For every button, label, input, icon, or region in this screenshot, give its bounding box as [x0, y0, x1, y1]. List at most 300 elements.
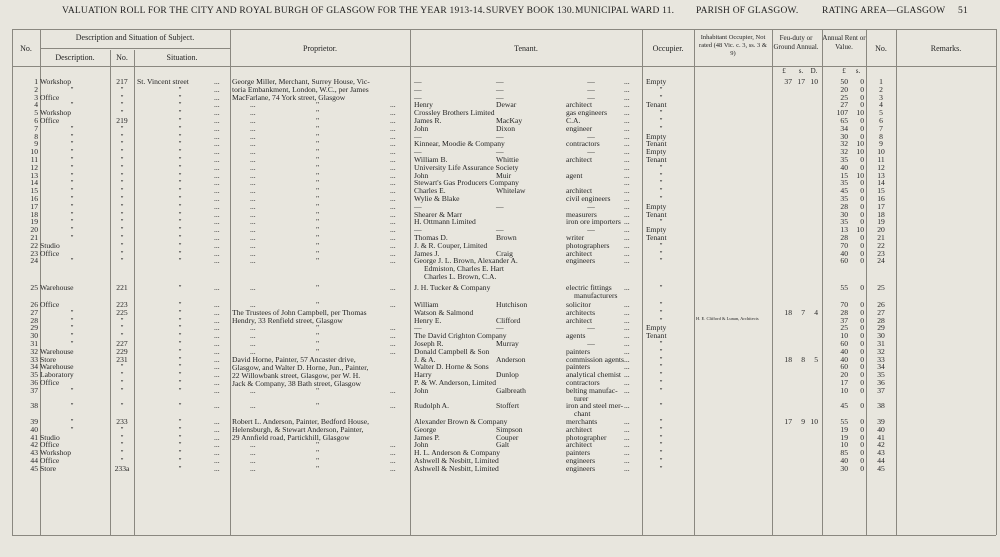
occupier: "	[659, 401, 663, 411]
tenant-first: —	[414, 84, 422, 94]
tenant-last: —	[496, 201, 504, 211]
proprietor-line: 29 Annfield road, Partickhill, Glasgow	[232, 433, 350, 443]
tenant-first: H. Ottmann Limited	[414, 217, 476, 227]
rent-pounds-sign: £	[842, 67, 846, 75]
row-number-right: 26	[877, 300, 885, 310]
row-description: "	[70, 100, 74, 110]
proprietor-ditto	[0, 324, 1000, 332]
rent-shillings: 0	[860, 417, 864, 427]
proprietor-dots: ...	[390, 100, 396, 110]
proprietor-dots: ...	[390, 155, 396, 164]
tenant-trade: analytical chemist	[566, 370, 622, 380]
row-description: "	[70, 339, 74, 349]
row-number-right: 2	[879, 84, 883, 94]
row-dots: ...	[214, 116, 220, 125]
row-dots: ...	[214, 248, 220, 258]
row-situation-ditto: "	[178, 84, 182, 94]
row-number-right: 19	[877, 217, 885, 227]
row-street-number: 225	[116, 307, 128, 317]
row-description: Office	[40, 456, 60, 466]
survey-book: SURVEY BOOK 130.	[486, 6, 575, 16]
row-dots: ...	[214, 194, 220, 203]
row-number-right: 11	[877, 155, 885, 164]
proprietor-line: 22 Willowbank street, Glasgow, per W. H.	[232, 371, 361, 381]
row-number: 43	[30, 448, 38, 458]
row-street-number: "	[120, 217, 124, 227]
row-number-right: 34	[877, 362, 885, 372]
rent-shillings: 0	[860, 178, 864, 188]
tenant-last: —	[496, 77, 504, 86]
row-description: "	[70, 123, 74, 133]
proprietor-ditto	[0, 226, 1000, 234]
row-number: 4	[34, 100, 38, 110]
tenant-first: Wylie & Blake	[414, 194, 460, 203]
occupier: "	[659, 463, 663, 473]
proprietor-dots: ...	[250, 131, 256, 141]
proprietor-dots: ...	[250, 100, 256, 110]
row-dots: ...	[624, 378, 630, 388]
rent-pounds: 45	[840, 186, 848, 196]
occupier: "	[659, 116, 663, 125]
row-street-number: "	[120, 139, 124, 149]
rent-pounds: 40	[840, 248, 848, 258]
tenant-last: Murray	[496, 339, 519, 349]
proprietor-dots: ...	[250, 217, 256, 227]
row-dots: ...	[624, 201, 630, 211]
tenant-last: Dunlop	[496, 370, 519, 380]
row-dots: ...	[214, 401, 220, 411]
rent-pounds: 19	[840, 432, 848, 442]
row-number-right: 40	[877, 424, 885, 434]
proprietor-dots: ...	[250, 331, 256, 341]
row-number-right: 37	[877, 385, 885, 395]
row-street-number: "	[120, 170, 124, 180]
tenant-last: Galt	[496, 440, 510, 450]
rent-shillings: 10	[856, 139, 864, 149]
proprietor-ditto	[0, 109, 1000, 117]
row-dots: ...	[624, 162, 630, 172]
row-situation-ditto: "	[178, 307, 182, 317]
occupier: "	[659, 92, 663, 102]
row-number-right: 23	[877, 248, 885, 258]
row-situation-ditto: "	[178, 424, 182, 434]
row-description: "	[70, 217, 74, 227]
row-number-right: 10	[877, 147, 885, 157]
tenant-trade: —	[587, 147, 595, 157]
proprietor-ditto	[0, 101, 1000, 109]
row-dots: ...	[624, 209, 630, 219]
row-situation-ditto: "	[178, 315, 182, 325]
row-number: 6	[34, 116, 38, 125]
row-description: Studio	[40, 432, 60, 442]
occupier: "	[659, 123, 663, 133]
proprietor-dots: ...	[250, 385, 256, 395]
row-dots: ...	[624, 417, 630, 427]
row-situation-ditto: "	[178, 300, 182, 310]
proprietor-line: MacFarlane, 74 York street, Glasgow	[232, 93, 346, 103]
row-number: 32	[30, 346, 38, 356]
proprietor-dots: ...	[390, 300, 396, 310]
row-description: "	[70, 147, 74, 157]
occupier: "	[659, 354, 663, 364]
rent-shillings: 0	[860, 186, 864, 196]
row-dots: ...	[624, 370, 630, 380]
occupier: Tenant	[646, 100, 667, 110]
proprietor-dots: ...	[390, 463, 396, 473]
row-dots: ...	[624, 432, 630, 442]
row-description: "	[70, 139, 74, 149]
row-number-right: 21	[877, 233, 885, 242]
proprietor-ditto	[0, 301, 1000, 309]
row-street-number: "	[120, 108, 124, 118]
rent-pounds: 10	[840, 331, 848, 341]
tenant-first: Ashwell & Nesbitt, Limited	[414, 463, 499, 473]
occupier: "	[659, 162, 663, 172]
tenant-first: John	[414, 123, 429, 133]
rent-pounds: 35	[840, 217, 848, 227]
row-situation-ditto: "	[178, 92, 182, 102]
rent-pounds: 70	[840, 240, 848, 250]
feu-shillings: 9	[801, 417, 805, 427]
occupier: Empty	[646, 323, 667, 333]
rent-pounds: 55	[840, 282, 848, 292]
tenant-last: —	[496, 225, 504, 235]
row-situation-ditto: "	[178, 385, 182, 395]
row-dots: ...	[624, 147, 630, 157]
proprietor-dots: ...	[250, 225, 256, 235]
proprietor-dots: ...	[390, 448, 396, 458]
tenant-trade: architect	[566, 155, 593, 164]
municipal-ward: MUNICIPAL WARD 11.	[575, 6, 675, 16]
proprietor-ditto-mark: "	[316, 463, 320, 473]
row-situation-ditto: "	[178, 256, 182, 266]
proprietor-ditto	[0, 284, 1000, 292]
occupier: "	[659, 448, 663, 458]
proprietor-dots: ...	[390, 256, 396, 266]
rent-shillings: 0	[860, 248, 864, 258]
tenant-trade: agent	[566, 170, 583, 180]
row-dots: ...	[214, 201, 220, 211]
rent-shillings: 0	[860, 92, 864, 102]
row-dots: ...	[624, 194, 630, 203]
proprietor-ditto-mark: "	[316, 123, 320, 133]
proprietor-ditto-mark: "	[316, 448, 320, 458]
proprietor-ditto-mark: "	[316, 100, 320, 110]
col-description-group: Description and Situation of Subject.	[75, 33, 195, 42]
row-situation-ditto: "	[178, 225, 182, 235]
rent-pounds: 19	[840, 424, 848, 434]
trade-continuation-line: manufacturers	[574, 290, 618, 300]
proprietor-ditto	[0, 340, 1000, 348]
row-dots: ...	[624, 354, 630, 364]
row-number-right: 31	[877, 339, 885, 349]
row-street-number: "	[120, 233, 124, 242]
rent-shillings: 0	[860, 307, 864, 317]
proprietor-ditto	[0, 148, 1000, 156]
proprietor-ditto	[0, 172, 1000, 180]
tenant-trade: —	[587, 84, 595, 94]
row-dots: ...	[214, 178, 220, 188]
feu-pounds-sign: £	[782, 67, 786, 75]
tenant-first: P. & W. Anderson, Limited	[414, 378, 497, 388]
occupier: "	[659, 362, 663, 372]
tenant-first: George	[414, 424, 437, 434]
row-dots: ...	[624, 323, 630, 333]
rent-shillings: 0	[860, 194, 864, 203]
proprietor-dots: ...	[390, 323, 396, 333]
row-dots: ...	[214, 282, 220, 292]
proprietor-dots: ...	[390, 401, 396, 411]
rent-shillings: 0	[860, 378, 864, 388]
proprietor-ditto	[0, 125, 1000, 133]
proprietor-ditto	[0, 402, 1000, 410]
rent-shillings: 0	[860, 370, 864, 380]
tenant-trade: —	[587, 201, 595, 211]
col-no3: No.	[875, 44, 887, 53]
occupier: Empty	[646, 201, 667, 211]
row-dots: ...	[214, 346, 220, 356]
proprietor-line: Robert L. Anderson, Painter, Bedford House,	[232, 417, 369, 427]
tenant-trade: merchants	[566, 417, 598, 427]
row-dots: ...	[624, 170, 630, 180]
row-description: "	[70, 331, 74, 341]
proprietor-dots: ...	[250, 339, 256, 349]
proprietor-ditto	[0, 179, 1000, 187]
tenant-last: Clifford	[496, 315, 521, 325]
tenant-first: James R.	[414, 116, 442, 125]
proprietor-ditto-mark: "	[316, 331, 320, 341]
col-rent: Annual Rent or Value.	[822, 34, 866, 51]
tenant-last: Galbreath	[496, 385, 526, 395]
proprietor-ditto	[0, 234, 1000, 242]
proprietor-ditto	[0, 195, 1000, 203]
row-description: "	[70, 256, 74, 266]
row-number-right: 4	[879, 100, 883, 110]
tenant-trade: —	[587, 339, 595, 349]
tenant-first: John	[414, 385, 429, 395]
rent-pounds: 28	[840, 307, 848, 317]
row-situation-ditto: "	[178, 331, 182, 341]
row-description: Warehouse	[40, 346, 74, 356]
row-description: Workshop	[40, 448, 72, 458]
row-situation: St. Vincent street	[137, 77, 189, 86]
proprietor-dots: ...	[390, 217, 396, 227]
row-number-right: 29	[877, 323, 885, 333]
occupier: "	[659, 240, 663, 250]
proprietor-line: Glasgow, and Walter D. Horne, Jun., Painter,	[232, 362, 369, 372]
row-description: "	[70, 417, 74, 427]
row-number-right: 43	[877, 448, 885, 458]
proprietor-line: Jack & Company, 38 Bath street, Glasgow	[232, 379, 362, 389]
proprietor-ditto	[0, 218, 1000, 226]
row-situation-ditto: "	[178, 201, 182, 211]
row-number: 44	[30, 456, 38, 466]
row-number: 16	[30, 194, 38, 203]
proprietor-dots: ...	[250, 282, 256, 292]
proprietor-dots: ...	[250, 123, 256, 133]
row-street-number: 229	[116, 346, 128, 356]
tenant-last: Anderson	[496, 354, 526, 364]
tenant-first: Ashwell & Nesbitt, Limited	[414, 456, 499, 466]
tenant-trade: —	[587, 92, 595, 102]
row-number-right: 6	[879, 116, 883, 125]
row-number-right: 8	[879, 131, 883, 141]
rent-shillings: 0	[860, 346, 864, 356]
rent-pounds: 25	[840, 323, 848, 333]
col-no2: No.	[116, 53, 128, 62]
occupier: "	[659, 282, 663, 292]
rent-pounds: 30	[840, 131, 848, 141]
proprietor-entry	[232, 356, 368, 389]
row-situation-ditto: "	[178, 323, 182, 333]
rent-shillings: 0	[860, 77, 864, 86]
occupier: "	[659, 370, 663, 380]
row-dots: ...	[214, 77, 220, 86]
tenant-trade: agents	[566, 331, 586, 341]
row-description: Office	[40, 440, 60, 450]
rent-shillings: 0	[860, 300, 864, 310]
proprietor-dots: ...	[390, 131, 396, 141]
row-number: 13	[30, 170, 38, 180]
row-number: 23	[30, 248, 38, 258]
occupier: "	[659, 194, 663, 203]
rent-shillings: 0	[860, 362, 864, 372]
row-description: "	[70, 233, 74, 242]
row-dots: ...	[214, 256, 220, 266]
tenant-first: —	[414, 201, 422, 211]
tenant-continuation-line: Edmiston, Charles E. Hart	[424, 264, 504, 274]
row-number: 21	[30, 233, 38, 242]
rent-shillings: 0	[860, 339, 864, 349]
occupier: "	[659, 256, 663, 266]
row-situation-ditto: "	[178, 346, 182, 356]
trade-continuation-line: chant	[574, 409, 591, 419]
tenant-trade: C.A.	[566, 116, 581, 125]
row-situation-ditto: "	[178, 217, 182, 227]
row-dots: ...	[214, 456, 220, 466]
row-situation-ditto: "	[178, 448, 182, 458]
tenant-trade: architect	[566, 315, 593, 325]
row-street-number: 233	[116, 417, 128, 427]
proprietor-dots: ...	[250, 201, 256, 211]
rent-shillings: 10	[856, 170, 864, 180]
rent-pounds: 10	[840, 385, 848, 395]
row-street-number: "	[120, 323, 124, 333]
rating-area: RATING AREA—GLASGOW	[822, 6, 946, 16]
row-street-number: "	[120, 92, 124, 102]
row-dots: ...	[624, 282, 630, 292]
row-situation-ditto: "	[178, 370, 182, 380]
tenant-first: Kinnear, Moodie & Company	[414, 139, 505, 149]
proprietor-ditto	[0, 156, 1000, 164]
row-number: 41	[30, 432, 38, 442]
row-dots: ...	[214, 139, 220, 149]
row-number-right: 17	[877, 201, 885, 211]
row-situation-ditto: "	[178, 155, 182, 164]
tenant-trade: commission agents	[566, 354, 625, 364]
occupier: Empty	[646, 77, 667, 86]
row-dots: ...	[624, 248, 630, 258]
tenant-last: Dixon	[496, 123, 515, 133]
row-description: Office	[40, 92, 60, 102]
tenant-first: —	[414, 323, 422, 333]
table-row	[0, 356, 1000, 364]
occupier: "	[659, 217, 663, 227]
proprietor-dots: ...	[250, 456, 256, 466]
tenant-first: Watson & Salmond	[414, 307, 474, 317]
proprietor-dots: ...	[390, 139, 396, 149]
row-street-number: 221	[116, 282, 128, 292]
row-situation-ditto: "	[178, 362, 182, 372]
proprietor-ditto-mark: "	[316, 401, 320, 411]
row-number: 36	[30, 378, 38, 388]
rent-pounds: 65	[840, 116, 848, 125]
occupier: "	[659, 108, 663, 118]
tenant-last: MacKay	[496, 116, 523, 125]
proprietor-dots: ...	[250, 323, 256, 333]
rent-pounds: 20	[840, 370, 848, 380]
row-dots: ...	[214, 108, 220, 118]
tenant-trade: painters	[566, 346, 591, 356]
col-remarks: Remarks.	[930, 44, 962, 53]
rent-pounds: 28	[840, 201, 848, 211]
tenant-first: James J.	[414, 248, 440, 258]
row-street-number: "	[120, 456, 124, 466]
row-number-right: 22	[877, 240, 885, 250]
tenant-trade: solicitor	[566, 300, 591, 310]
proprietor-line: Helensburgh, & Stewart Anderson, Painter,	[232, 425, 364, 435]
tenant-last: Couper	[496, 432, 519, 442]
row-dots: ...	[214, 378, 220, 388]
col-description: Description.	[55, 53, 95, 62]
row-number: 45	[30, 463, 38, 473]
rent-pounds: 28	[840, 233, 848, 242]
tenant-last: Hutchison	[496, 300, 528, 310]
rent-pounds: 32	[840, 147, 848, 157]
row-dots: ...	[624, 346, 630, 356]
tenant-trade: —	[587, 77, 595, 86]
occupier: Tenant	[646, 331, 667, 341]
proprietor-line: toria Embankment, London, W.C., per James	[232, 85, 369, 95]
tenant-first: J. H. Tucker & Company	[414, 282, 491, 292]
row-number: 5	[34, 108, 38, 118]
rent-shillings: 0	[860, 256, 864, 266]
page-header	[0, 6, 1000, 20]
rent-shillings: 0	[860, 315, 864, 325]
proprietor-dots: ...	[390, 108, 396, 118]
tenant-first: J. & R. Couper, Limited	[414, 240, 488, 250]
row-dots: ...	[624, 225, 630, 235]
row-description: "	[70, 401, 74, 411]
row-dots: ...	[624, 178, 630, 188]
proprietor-ditto-mark: "	[316, 155, 320, 164]
occupier: Tenant	[646, 155, 667, 164]
tenant-trade: measurers	[566, 209, 597, 219]
feu-pounds: 18	[784, 354, 792, 364]
row-street-number: "	[120, 401, 124, 411]
col-tenant: Tenant.	[514, 44, 538, 53]
row-street-number: "	[120, 362, 124, 372]
row-number: 42	[30, 440, 38, 450]
rent-pounds: 40	[840, 354, 848, 364]
proprietor-dots: ...	[390, 233, 396, 242]
feu-shillings: 8	[801, 354, 805, 364]
proprietor-ditto-mark: "	[316, 108, 320, 118]
rent-shillings: 0	[860, 440, 864, 450]
row-street-number: "	[120, 331, 124, 341]
row-dots: ...	[624, 385, 630, 395]
proprietor-dots: ...	[250, 178, 256, 188]
